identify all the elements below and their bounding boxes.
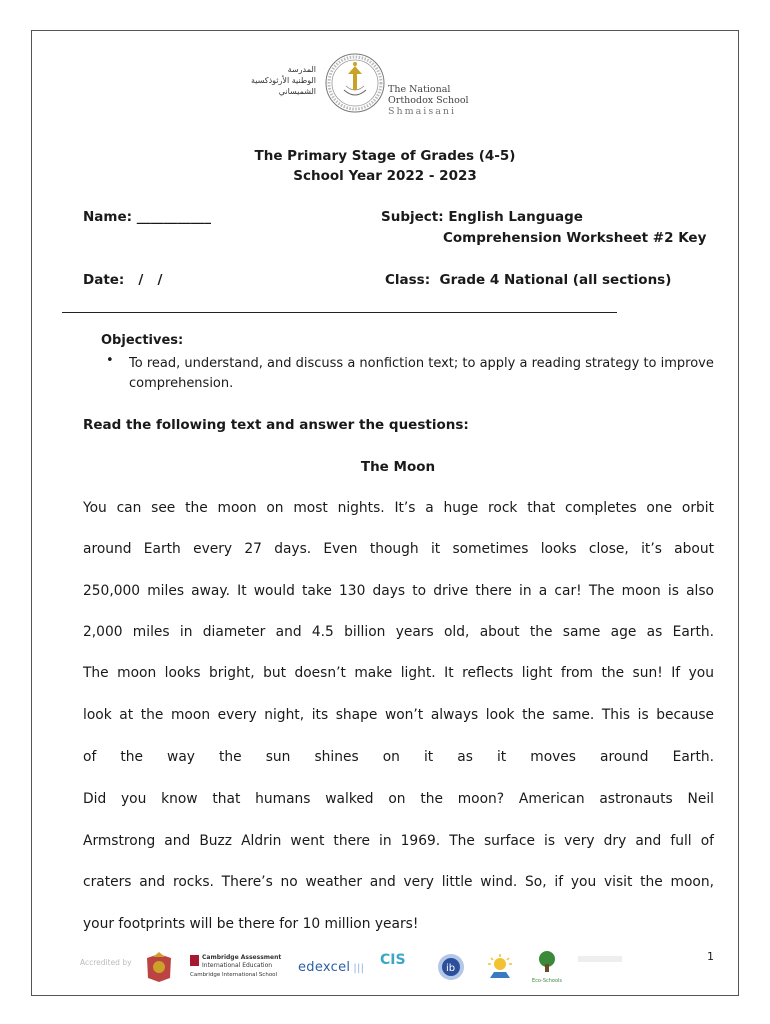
school-seal-icon	[324, 52, 386, 114]
subject-label: Subject: English Language	[381, 209, 583, 225]
logo-english-text: The National Orthodox School Shmaisani	[388, 84, 469, 117]
cis-logo: CIS	[380, 952, 406, 968]
passage-line: 2,000 miles in diameter and 4.5 billion years old, about the same age as Earth.	[83, 624, 714, 640]
name-field: Name: ___________	[83, 209, 211, 225]
passage-title: The Moon	[360, 459, 436, 475]
cambridge-shield-icon	[190, 955, 199, 966]
sun-school-logo-icon	[485, 952, 515, 982]
passage-line: Armstrong and Buzz Aldrin went there in 1969. The surface is very dry and full of	[83, 833, 714, 849]
svg-text:ib: ib	[446, 963, 456, 974]
date-field: Date: / /	[83, 272, 163, 288]
passage-line: You can see the moon on most nights. It’s a huge rock that completes one orbit	[83, 500, 714, 516]
page-number: 1	[707, 950, 714, 963]
eco-schools-logo: Eco-Schools	[530, 950, 564, 984]
edexcel-bars-icon: |||	[353, 963, 365, 974]
cambridge-logo: Cambridge Assessment International Education Cambridge International School	[190, 954, 282, 978]
eco-schools-tree-icon	[535, 950, 559, 974]
logo-arabic-text: المدرسة الوطنية الأرثوذكسية الشميساني	[250, 65, 316, 96]
worksheet-label: Comprehension Worksheet #2 Key	[443, 230, 707, 246]
ib-logo-icon	[436, 952, 466, 982]
objectives-title: Objectives:	[101, 333, 184, 348]
passage-line: look at the moon every night, its shape won’t always look the same. This is because	[83, 707, 714, 723]
school-logo	[238, 52, 478, 118]
passage-line: around Earth every 27 days. Even though it sometimes looks close, it’s about	[83, 541, 714, 557]
bullet-icon: •	[106, 353, 114, 368]
edexcel-logo: edexcel |||	[298, 960, 365, 975]
accredited-by-label: Accredited by	[80, 958, 132, 967]
stage-title: The Primary Stage of Grades (4-5)	[254, 148, 516, 164]
instruction-text: Read the following text and answer the questions:	[83, 417, 469, 433]
accreditation-footer	[80, 950, 700, 990]
faint-logo	[578, 956, 622, 962]
passage-line: craters and rocks. There’s no weather and very little wind. So, if you visit the moon,	[83, 874, 714, 890]
passage-line: of the way the sun shines on it as it moves around Earth.	[83, 749, 714, 765]
passage-line: 250,000 miles away. It would take 130 days to drive there in a car! The moon is also	[83, 583, 714, 599]
class-label: Class: Grade 4 National (all sections)	[385, 272, 672, 288]
jordan-coat-of-arms-icon	[144, 952, 174, 984]
objective-item: To read, understand, and discuss a nonfiction text; to apply a reading strategy to improve comprehension.	[129, 356, 714, 391]
divider-line	[62, 312, 617, 313]
passage-line: Did you know that humans walked on the moon? American astronauts Neil	[83, 791, 714, 807]
school-year: School Year 2022 - 2023	[293, 168, 477, 184]
passage-line: The moon looks bright, but doesn’t make light. It reflects light from the sun! If you	[83, 665, 714, 681]
passage-line: your footprints will be there for 10 million years!	[83, 916, 419, 932]
